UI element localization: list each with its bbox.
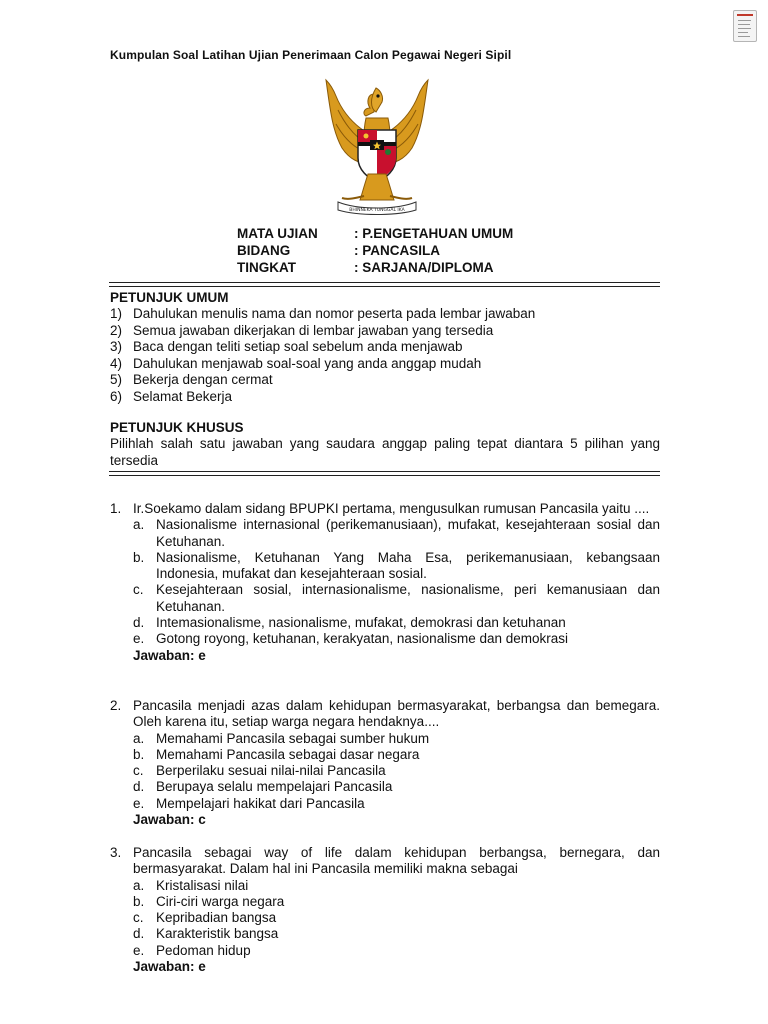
exam-subject-label: MATA UJIAN — [237, 226, 318, 241]
option-text: Pedoman hidup — [156, 942, 251, 958]
option-letter: c. — [133, 582, 144, 598]
option-text: Ciri-ciri warga negara — [156, 893, 285, 909]
list-item-number: 1) — [110, 306, 123, 321]
question-text: Ir.Soekamo dalam sidang BPUPKI pertama, mengusulkan rumusan Pancasila yaitu .... — [133, 501, 650, 516]
option-letter: c. — [133, 910, 144, 926]
exam-info — [237, 225, 513, 276]
exam-level-row — [237, 259, 513, 276]
answer-option — [110, 763, 660, 779]
option-letter: d. — [133, 926, 145, 942]
option-text: Memahami Pancasila sebagai sumber hukum — [156, 730, 430, 746]
exam-level-value: : SARJANA/DIPLOMA — [354, 260, 494, 275]
option-text: Nasionalisme, Ketuhanan Yang Maha Esa, perikemanusiaan, kebangsaan Indonesia, mufakat dan kesejahteraan sosial. — [156, 549, 660, 582]
answer-key: Jawaban: e — [133, 647, 206, 663]
exam-field-label: BIDANG — [237, 243, 291, 258]
answer-option — [110, 926, 660, 942]
divider — [109, 475, 660, 476]
list-item-text: Baca dengan teliti setiap soal sebelum anda menjawab — [133, 339, 463, 354]
list-item-text: Dahulukan menulis nama dan nomor peserta pada lembar jawaban — [133, 306, 536, 321]
question-number: 1. — [110, 501, 122, 516]
answer-option — [110, 943, 660, 959]
question-number: 3. — [110, 845, 122, 860]
option-letter: a. — [133, 730, 145, 746]
question-1 — [110, 501, 660, 664]
general-instructions-list — [110, 306, 535, 405]
answer-option — [110, 517, 660, 550]
divider — [109, 286, 660, 287]
general-instructions-title: PETUNJUK UMUM — [110, 290, 229, 305]
list-item-text: Bekerja dengan cermat — [133, 372, 273, 387]
answer-key: Jawaban: c — [133, 812, 206, 828]
option-text: Mempelajari hakikat dari Pancasila — [156, 795, 365, 811]
divider — [109, 471, 660, 472]
question-text: Pancasila menjadi azas dalam kehidupan bermasyarakat, berbangsa dan bemegara. Oleh karena itu, setiap warga negara hendaknya.... — [133, 698, 660, 730]
list-item — [110, 323, 535, 340]
special-instructions-text: Pilihlah salah satu jawaban yang saudara anggap paling tepat diantara 5 pilihan yang tersedia — [110, 436, 660, 468]
exam-level-label: TINGKAT — [237, 260, 296, 275]
list-item — [110, 356, 535, 373]
list-item-number: 5) — [110, 372, 123, 387]
option-letter: d. — [133, 779, 145, 795]
answer-option — [110, 615, 660, 631]
option-text: Berupaya selalu mempelajari Pancasila — [156, 779, 393, 795]
list-item-text: Dahulukan menjawab soal-soal yang anda anggap mudah — [133, 355, 482, 371]
question-number: 2. — [110, 698, 122, 713]
option-text: Memahami Pancasila sebagai dasar negara — [156, 746, 420, 762]
option-letter: a. — [133, 517, 145, 533]
special-instructions-title: PETUNJUK KHUSUS — [110, 420, 244, 435]
exam-field-value: : PANCASILA — [354, 243, 440, 258]
answer-key: Jawaban: e — [133, 959, 206, 975]
list-item-number: 6) — [110, 388, 123, 404]
list-item-text: Semua jawaban dikerjakan di lembar jawaban yang tersedia — [133, 322, 494, 338]
list-item — [110, 389, 535, 406]
option-text: Nasionalisme internasional (perikemanusiaan), mufakat, kesejahteraan sosial dan Ketuhanan. — [156, 517, 660, 549]
answer-option — [110, 747, 660, 763]
list-item-number: 4) — [110, 355, 123, 371]
emblem-motto: BHINNEKA TUNGGAL IKA — [349, 208, 405, 213]
list-item — [110, 306, 535, 323]
answer-option — [110, 731, 660, 747]
option-letter: e. — [133, 631, 145, 647]
option-text: Gotong royong, ketuhanan, kerakyatan, nasionalisme dan demokrasi — [156, 631, 569, 647]
option-letter: b. — [133, 549, 145, 565]
list-item-text: Selamat Bekerja — [133, 388, 233, 404]
option-text: Kepribadian bangsa — [156, 910, 277, 926]
option-text: Kristalisasi nilai — [156, 877, 249, 893]
option-text: Karakteristik bangsa — [156, 926, 279, 942]
option-letter: d. — [133, 615, 145, 631]
answer-option — [110, 582, 660, 615]
answer-option — [110, 894, 660, 910]
list-item — [110, 339, 535, 356]
answer-option — [110, 550, 660, 583]
answer-option — [110, 910, 660, 926]
document-header: Kumpulan Soal Latihan Ujian Penerimaan Calon Pegawai Negeri Sipil — [110, 48, 512, 62]
question-2 — [110, 698, 660, 828]
option-letter: a. — [133, 877, 145, 893]
document-icon[interactable] — [733, 10, 757, 42]
exam-field-row — [237, 242, 513, 259]
exam-subject-row — [237, 225, 513, 242]
question-text: Pancasila sebagai way of life dalam kehidupan berbangsa, bernegara, dan bermasyarakat. Dalam hal ini Pancasila memiliki makna sebagai — [133, 845, 660, 877]
answer-option — [110, 779, 660, 795]
answer-option — [110, 878, 660, 894]
option-letter: b. — [133, 893, 145, 909]
answer-option — [110, 631, 660, 647]
answer-option — [110, 796, 660, 812]
list-item-number: 3) — [110, 339, 123, 354]
question-3 — [110, 845, 660, 975]
option-text: Intemasionalisme, nasionalisme, mufakat, demokrasi dan ketuhanan — [156, 615, 566, 631]
divider — [109, 282, 660, 283]
option-letter: b. — [133, 746, 145, 762]
option-letter: e. — [133, 795, 145, 811]
option-text: Berperilaku sesuai nilai-nilai Pancasila — [156, 763, 386, 779]
list-item-number: 2) — [110, 322, 123, 338]
garuda-pancasila-emblem — [318, 78, 436, 218]
option-letter: c. — [133, 763, 144, 779]
option-letter: e. — [133, 942, 145, 958]
list-item — [110, 372, 535, 389]
exam-subject-value: : P.ENGETAHUAN UMUM — [354, 226, 514, 241]
option-text: Kesejahteraan sosial, internasionalisme, nasionalisme, peri kemanusiaan dan Ketuhanan. — [156, 582, 660, 614]
